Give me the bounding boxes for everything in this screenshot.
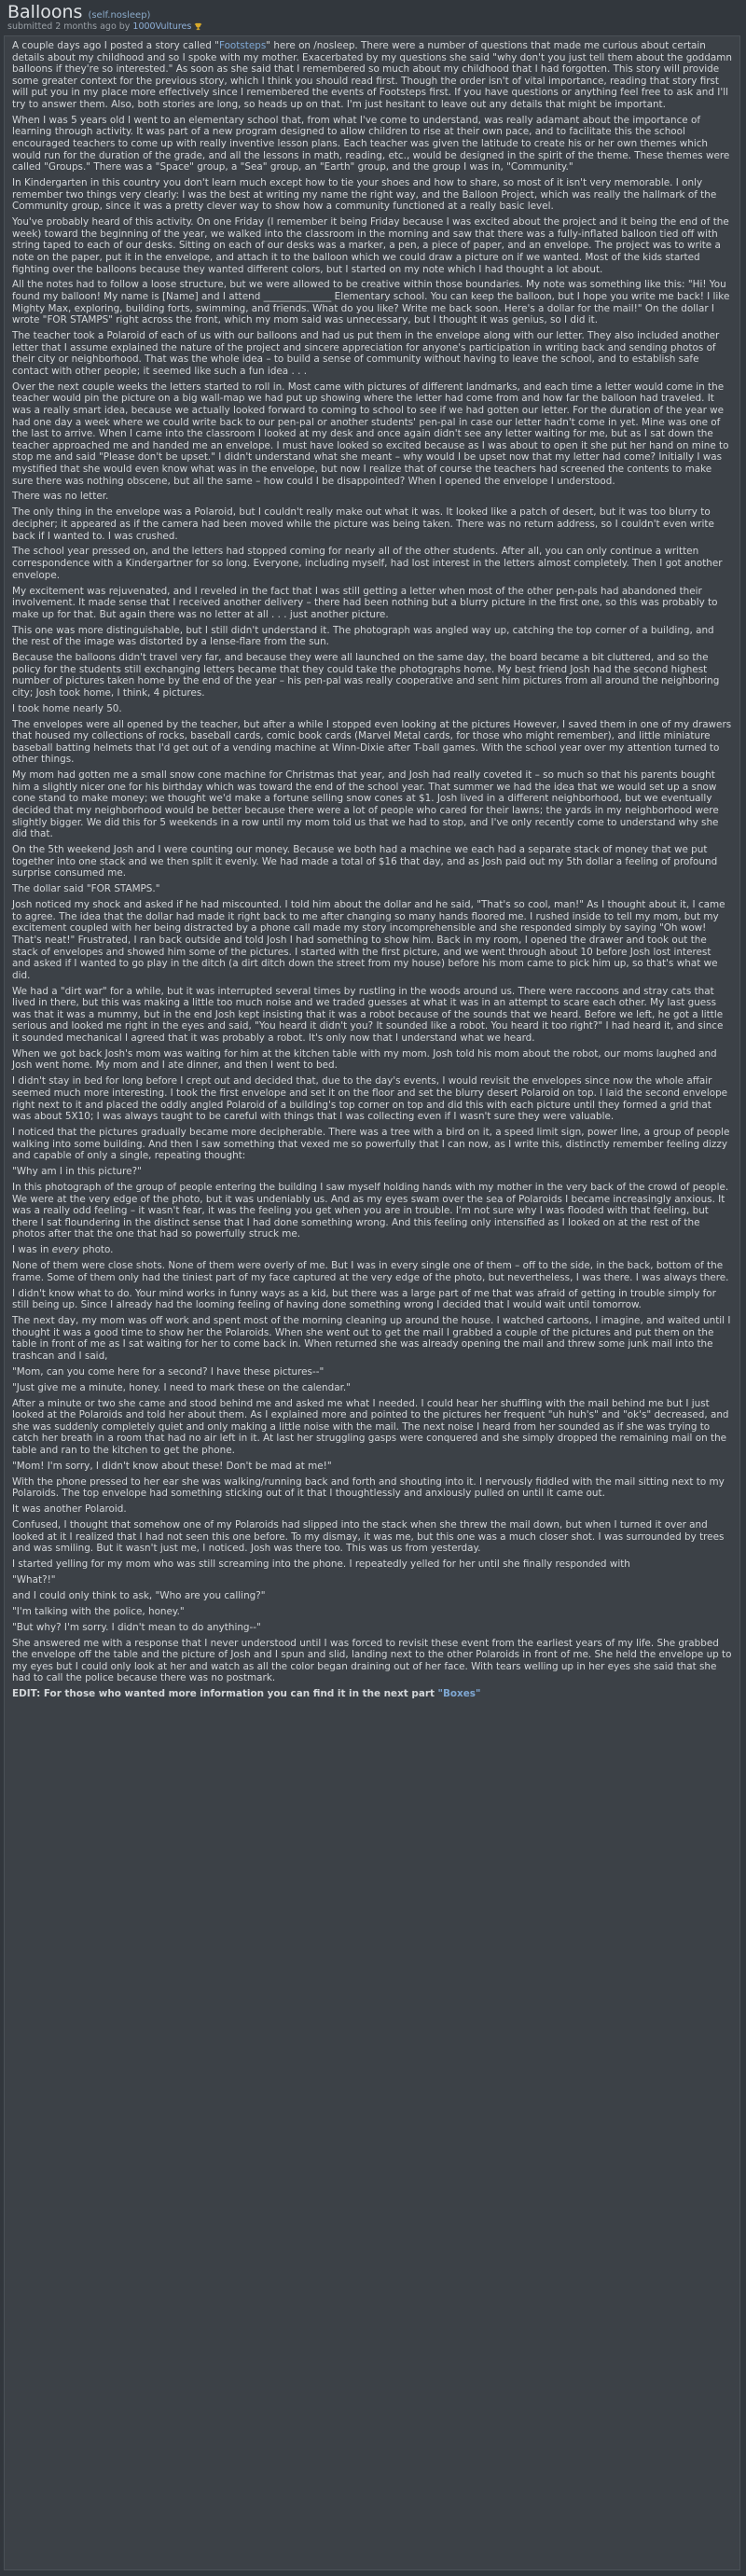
submitted-time: 2 months ago	[55, 21, 117, 32]
story-paragraph: You've probably heard of this activity. On one Friday (I remember it being Friday because I was excited about the project and it being the end of the week) toward the beginning of the year, we walked into the classroom in the morning and saw that there was a fully-inflated balloon tied off with string taped to each of our desks. Sitting on each of our desks was a marker, a pen, a piece of paper, and an envelope. The project was to write a note on the paper, put it in the envelope, and attach it to the balloon which we could draw a picture on if we wanted. Most of the kids started fighting over the balloons because they wanted different colors, but I started on my note which I had thought a lot about.	[12, 216, 729, 275]
every-photo-suffix: photo.	[79, 1244, 114, 1256]
story-paragraph: "But why? I'm sorry. I didn't mean to do anything--"	[12, 1621, 261, 1633]
story-paragraph: "Mom! I'm sorry, I didn't know about these! Don't be mad at me!"	[12, 1460, 332, 1472]
story-paragraph: Over the next couple weeks the letters started to roll in. Most came with pictures of different landmarks, and each time a letter would come in the teacher would pin the picture on a big wall-map we had put up showing where the letter had come from and how far the balloon had traveled. It was a really smart idea, because we actually looked forward to coming to school to see if we had gotten our letter. For the duration of the year we had one day a week where we could write back to our pen-pal or another students' pen-pal in case our letter hadn't come in yet. Mine was one of the last to arrive. When I came into the classroom I looked at my desk and once again didn't see any letter waiting for me, but as I sat down the teacher approached me and handed me an envelope. I must have looked so excited because as I was about to open it she put her hand on mine to stop me and said "Please don't be upset." I didn't understand what she meant – why would I be upset now that my letter had come? Initially I was mystified that she would even know what was in the envelope, but now I realize that of course the teachers had screened the contents to make sure there was nothing obscene, but all the same – how could I be disappointed? When I opened the envelope I understood.	[12, 381, 729, 487]
story-paragraph: In Kindergarten in this country you don't learn much except how to tie your shoes and how to share, so most of it isn't very memorable. I only remember two things very clearly: I was the best at writing my name the right way, and the Balloon Project, which was really the hallmark of the Community group, since it was a pretty clever way to show how a community functioned at a really basic level.	[12, 177, 717, 213]
story-paragraph-intro	[12, 40, 732, 111]
story-paragraph: "What?!"	[12, 1574, 56, 1586]
trophy-icon	[194, 22, 202, 31]
story-paragraph: "Mom, can you come here for a second? I have these pictures--"	[12, 1365, 325, 1378]
story-paragraph: On the 5th weekend Josh and I were counting our money. Because we both had a machine we each had a separate stack of money that we put together into one stack and we then split it evenly. We had made a total of $16 that day, and as Josh paid out my 5th dollar a feeling of profound surprise consumed me.	[12, 844, 718, 879]
author-link[interactable]: 1000Vultures	[132, 21, 192, 32]
story-paragraph: I didn't stay in bed for long before I crept out and decided that, due to the day's events, I would revisit the envelopes since now the whole affair seemed much more interesting. I took the first envelope and set it on the floor and set the blurry desert Polaroid on top. I laid the second envelope right next to it and placed the oddly angled Polaroid of a building's top corner on top and did this with each picture until they formed a grid that was about 5X10; I was always taught to be careful with things that I was collecting even if I wasn't sure they were valuable.	[12, 1075, 728, 1123]
post-header	[0, 0, 746, 32]
story-paragraph: When we got back Josh's mom was waiting for him at the kitchen table with my mom. Josh told his mom about the robot, our moms laughed and Josh went home. My mom and I ate dinner, and then I went to bed.	[12, 1047, 717, 1072]
post-title[interactable]: Balloons	[7, 2, 83, 22]
story-paragraph: After a minute or two she came and stood behind me and asked me what I needed. I could hear her shuffling with the mail behind me but I just looked at the Polaroids and told her about them. As I explained more and pointed to the pictures her frequent "uh huh's" and "ok's" decreased, and she was suddenly completely quiet and only making a little noise with the mail. The next noise I heard from her sounded as if she was trying to catch her breath in a room that had no air left in it. At last her struggling gasps were conquered and she simply dropped the remaining mail on the table and ran to the kitchen to get the phone.	[12, 1397, 729, 1456]
story-paragraph: I didn't know what to do. Your mind works in funny ways as a kid, but there was a large part of me that was afraid of getting in trouble simply for still being up. Since I already had the looming feeling of having done something wrong I decided that I would wait until tomorrow.	[12, 1287, 716, 1311]
story-paragraph: The dollar said "FOR STAMPS."	[12, 883, 160, 895]
story-paragraph: It was another Polaroid.	[12, 1503, 127, 1516]
story-paragraph: There was no letter.	[12, 491, 109, 503]
submitted-prefix: submitted	[7, 21, 53, 32]
title-row	[7, 2, 739, 22]
story-paragraph: None of them were close shots. None of them were overly of me. But I was in every single one of them – off to the side, in the back, bottom of the frame. Some of them only had the tiniest part of my face captured at the very edge of the photo, but nevertheless, I was there. I was always there.	[12, 1260, 729, 1283]
story-paragraph: With the phone pressed to her ear she was walking/running back and forth and shouting into it. I nervously fiddled with the mail sitting next to my Polaroids. The top envelope had something sticking out of it that I thoughtlessly and anxiously pulled on until it came out.	[12, 1475, 725, 1500]
submitted-line	[7, 21, 739, 32]
intro-text: A couple days ago I posted a story called "	[12, 40, 219, 51]
intro-text: " here on /nosleep. There were a number of questions that made me curious about certain details about my childhood and so I spoke with my mother. Exacerbated by my questions she said "why don't you just tell them about the goddamn balloons if they're so interested." As soon as she said that I remembered so much about my childhood that I had forgotten. This story will provide some greater context for the previous story, which I think you should read first. Though the order isn't of vital importance, reading that story first will put you in my place more effectively since I remembered the events of Footsteps first. If you have questions or anything feel free to ask and I'll try to answer them. Also, both stories are long, so heads up on that. I'm just hesitant to leave out any details that might be important.	[12, 40, 732, 110]
story-paragraph: The teacher took a Polaroid of each of us with our balloons and had us put them in the envelope along with our letter. They also included another letter that I assume explained the nature of the project and sincere appreciation for anyone's participation in writing back and sending photos of their city or neighborhood. That was the whole idea – to build a sense of community without having to leave the school, and to establish safe contact with other people; it seemed like such a fun idea . . .	[12, 330, 720, 377]
story-paragraph: When I was 5 years old I went to an elementary school that, from what I've come to understand, was really adamant about the importance of learning through activity. It was part of a new program designed to allow children to rise at their own pace, and to facilitate this the school encouraged teachers to come up with really inventive lesson plans. Each teacher was given the latitude to create his or her own themes which would run for the duration of the grade, and all the lessons in math, reading, etc., would be designed in the spirit of the theme. These themes were called "Groups." There was a "Space" group, a "Sea" group, an "Earth" group, and the group I was in, "Community."	[12, 114, 730, 173]
story-paragraph: Because the balloons didn't travel very far, and because they were all launched on the same day, the board became a bit cluttered, and so the policy for the students still exchanging letters became that they could take the photographs home. My best friend Josh had the second highest number of pictures taken home by the end of the year – his pen-pal was really cooperative and sent him pictures from all around the neighboring city; Josh took home, I think, 4 pictures.	[12, 652, 720, 699]
story-paragraphs	[12, 115, 732, 1240]
story-paragraph: The school year pressed on, and the letters had stopped coming for nearly all of the other students. After all, you can only continue a written correspondence with a Kindergartner for so long. Everyone, including myself, had lost interest in the letters almost completely. Then I got another envelope.	[12, 546, 723, 581]
story-paragraph: We had a "dirt war" for a while, but it was interrupted several times by rustling in the woods around us. There were raccoons and stray cats that lived in there, but this was making a little too much noise and we traded guesses at what it was in an attempt to scare each other. My last guess was that it was a mummy, but in the end Josh kept insisting that it was a robot because of the sounds that we heard. Before we left, he got a little serious and looked me right in the eyes and said, "You heard it didn't you? It sounded like a robot. You heard it too right?" I had heard it, and since it sounded mechanical I agreed that it was probably a robot. It's only now that I understand what we heard.	[12, 985, 724, 1044]
story-paragraph: "I'm talking with the police, honey."	[12, 1605, 185, 1617]
story-paragraph: "Why am I in this picture?"	[12, 1166, 142, 1178]
story-paragraph: "Just give me a minute, honey. I need to mark these on the calendar."	[12, 1381, 352, 1393]
story-paragraph: Josh noticed my shock and asked if he had miscounted. I told him about the dollar and he said, "That's so cool, man!" As I thought about it, I came to agree. The idea that the dollar had made it right back to me after changing so many hands floored me. I rushed inside to tell my mom, but my excitement coupled with her being distracted by a phone call made my story incomprehensible and she responded simply by saying "Oh wow! That's neat!" Frustrated, I ran back outside and told Josh I had something to show him. Back in my room, I opened the drawer and took out the stack of envelopes and showed him some of the pictures. I started with the first picture, and we went through about 10 before Josh lost interest and asked if I wanted to go play in the ditch (a dirt ditch down the street from my house) before his mom came to pick him up, so that's what we did.	[12, 899, 725, 981]
next-part-link[interactable]: "Boxes"	[437, 1688, 481, 1700]
story-paragraph: My mom had gotten me a small snow cone machine for Christmas that year, and Josh had really coveted it – so much so that his parents bought him a slightly nicer one for his birthday which was toward the end of the school year. That summer we had the idea that we would set up a snow cone stand to make money; we thought we'd make a fortune selling snow cones at $1. Josh lived in a different neighborhood, but we eventually decided that my neighborhood would be better because there were a lot of people who cared for their lawns; the yards in my neighborhood were slightly bigger. We did this for 5 weekends in a row until my mom told us that we had to stop, and I've only recently come to understand why she did that.	[12, 769, 719, 840]
story-paragraphs-continued	[12, 1260, 732, 1684]
story-paragraph: This one was more distinguishable, but I still didn't understand it. The photograph was angled way up, catching the top corner of a building, and the rest of the image was distorted by a lense-flare from the sun.	[12, 624, 714, 648]
post-body	[4, 35, 740, 2570]
story-paragraph: All the notes had to follow a loose structure, but we were allowed to be creative within those boundaries. My note was something like this: "Hi! You found my balloon! My name is [Name] and I attend ______________ Elementary school. You can keep the balloon, but I hope you write me back! I like Mighty Max, exploring, building forts, swimming, and friends. What do you like? Write me back soon. Here's a dollar for the mail!" On the dollar I wrote "FOR STAMPS" right across the front, which my mom said was unnecessary, but I thought it was genius, so I did it.	[12, 279, 730, 326]
story-paragraph: The next day, my mom was off work and spent most of the morning cleaning up around the house. I watched cartoons, I imagine, and waited until I thought it was a good time to show her the Polaroids. When she went out to get the mail I grabbed a couple of the pictures and put them on the table in front of me as I sat waiting for her to come back in. When returned she was already opening the mail and threw some junk mail into the trashcan and I said,	[12, 1315, 731, 1362]
submitted-by: by	[118, 21, 131, 32]
story-paragraph: The envelopes were all opened by the teacher, but after a while I stopped even looking at the pictures However, I saved them in one of my drawers that housed my collections of rocks, baseball cards, comic book cards (Marvel Metal cards, for those who might remember), and little miniature baseball batting helmets that I'd get out of a vending machine at Winn-Dixie after T-ball games. With the school year over my attention turned to other things.	[12, 718, 732, 766]
every-photo-emphasis: every	[51, 1244, 80, 1256]
story-paragraph: I started yelling for my mom who was still screaming into the phone. I repeatedly yelled for her until she finally responded with	[12, 1558, 630, 1571]
story-paragraph: The only thing in the envelope was a Polaroid, but I couldn't really make out what it was. It looked like a patch of desert, but it was too blurry to decipher; it appeared as if the camera had been moved while the picture was being taken. There was no return address, so I couldn't even write back if I wanted to. I was crushed.	[12, 506, 714, 542]
footsteps-link[interactable]: Footsteps	[218, 40, 267, 51]
story-paragraph: In this photograph of the group of people entering the building I saw myself holding hands with my mother in the very back of the crowd of people. We were at the very edge of the photo, but it was undeniably us. And as my eyes swam over the sea of Polaroids I became increasingly anxious. It was a really odd feeling – it wasn't fear, it was the feeling you get when you are in trouble. I'm not sure why I was flooded with that feeling, but there I sat floundering in the distinct sense that I had done something wrong. And this feeling only intensified as I looked on at the rest of the photos after that the one that had so powerfully struck me.	[12, 1181, 729, 1240]
story-paragraph: and I could only think to ask, "Who are you calling?"	[12, 1589, 266, 1601]
story-paragraph: I took home nearly 50.	[12, 702, 122, 714]
story-paragraph-every-photo	[12, 1244, 732, 1256]
edit-note	[12, 1688, 732, 1700]
story-paragraph: My excitement was rejuvenated, and I reveled in the fact that I was still getting a letter when most of the other pen-pals had abandoned their involvement. It made sense that I received another delivery – there had been nothing but a blurry picture in the first one, so this was probably to make up for that. But again there was no letter at all . . . just another picture.	[12, 585, 718, 620]
subreddit-domain[interactable]: (self.nosleep)	[88, 10, 151, 21]
story-paragraph: She answered me with a response that I never understood until I was forced to revisit these event from the earliest years of my life. She grabbed the envelope off the table and the picture of Josh and I spun and slid, landing next to the other Polaroids in front of me. She held the envelope up to my eyes but I could only look at her and watch as all the color began draining out of her face. With tears welling up in her eyes she said that she had to call the police because there was no postmark.	[12, 1637, 732, 1684]
story-paragraph: I noticed that the pictures gradually became more decipherable. There was a tree with a bird on it, a speed limit sign, power line, a group of people walking into some building. And then I saw something that vexed me so powerfully that I can now, as I write this, distinctly remember feeling dizzy and capable of only a single, repeating thought:	[12, 1127, 730, 1162]
story-paragraph: Confused, I thought that somehow one of my Polaroids had slipped into the stack when she threw the mail down, but when I turned it over and looked at it I realized that I had not seen this one before. To my dismay, it was me, but this one was a much closer shot. I was surrounded by trees and was smiling. But it wasn't just me, I noticed. Josh was there too. This was us from yesterday.	[12, 1519, 725, 1555]
edit-text: EDIT: For those who wanted more information you can find it in the next part	[12, 1688, 438, 1700]
every-photo-prefix: I was in	[12, 1244, 52, 1256]
